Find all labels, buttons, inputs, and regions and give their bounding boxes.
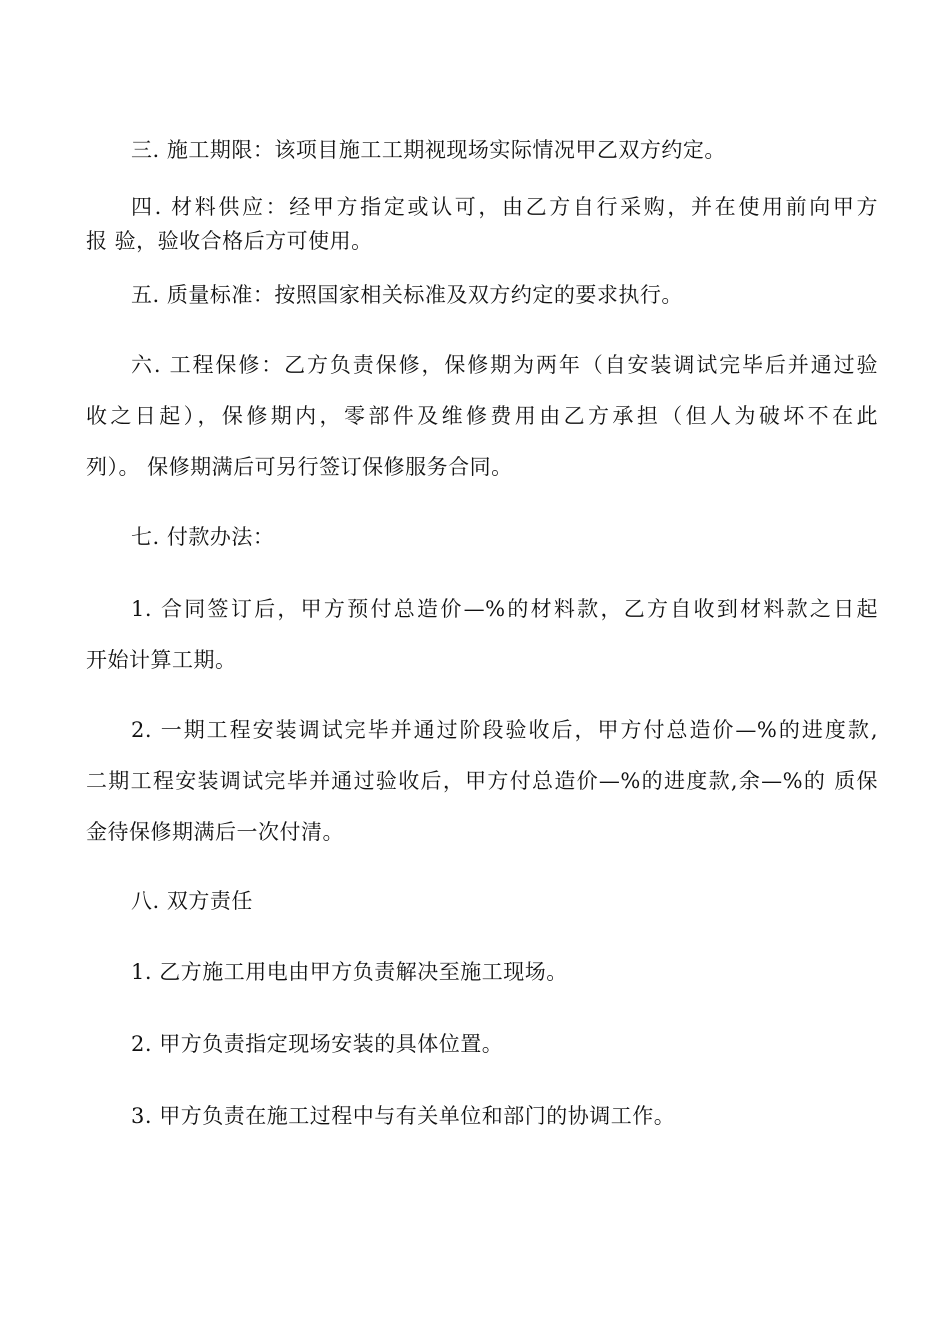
paragraph-line: 3. 甲方负责在施工过程中与有关单位和部门的协调工作。 <box>131 1104 676 1128</box>
paragraph-line: 列）。 保修期满后可另行签订保修服务合同。 <box>86 455 513 479</box>
paragraph-line: 收之日起），保修期内，零部件及维修费用由乙方承担（但人为破坏不在此 <box>86 404 878 428</box>
responsibility-item-1 <box>86 947 878 998</box>
clause-5-quality-standard <box>86 270 878 321</box>
paragraph-line: 开始计算工期。 <box>86 648 237 672</box>
paragraph-line: 八. 双方责任 <box>131 889 253 913</box>
paragraph-line: 四. 材料供应：经甲方指定或认可，由乙方自行采购，并在使用前向甲方 <box>131 195 878 219</box>
clause-8-responsibilities-heading <box>86 876 878 927</box>
payment-item-1 <box>86 584 878 686</box>
clause-7-payment-heading <box>86 512 878 563</box>
paragraph-line: 三. 施工期限：该项目施工工期视现场实际情况甲乙双方约定。 <box>131 138 726 162</box>
payment-item-2 <box>86 705 878 858</box>
clause-3-construction-period <box>86 125 878 176</box>
clause-4-material-supply <box>86 190 878 258</box>
responsibility-item-2 <box>86 1019 878 1070</box>
paragraph-line: 二期工程安装调试完毕并通过验收后，甲方付总造价—%的进度款,余—%的 质保 <box>86 769 878 793</box>
paragraph-line: 2. 一期工程安装调试完毕并通过阶段验收后，甲方付总造价—%的进度款, <box>131 718 878 742</box>
paragraph-line: 报 验，验收合格后方可使用。 <box>86 229 373 253</box>
paragraph-line: 五. 质量标准：按照国家相关标准及双方约定的要求执行。 <box>131 283 683 307</box>
paragraph-line: 2. 甲方负责指定现场安装的具体位置。 <box>131 1032 504 1056</box>
paragraph-line: 1. 合同签订后，甲方预付总造价—%的材料款，乙方自收到材料款之日起 <box>131 597 878 621</box>
paragraph-line: 1. 乙方施工用电由甲方负责解决至施工现场。 <box>131 960 568 984</box>
paragraph-line: 金待保修期满后一次付清。 <box>86 820 344 844</box>
paragraph-line: 七. 付款办法： <box>131 525 275 549</box>
paragraph-line: 六. 工程保修：乙方负责保修，保修期为两年（自安装调试完毕后并通过验 <box>131 353 878 377</box>
clause-6-warranty <box>86 340 878 493</box>
responsibility-item-3 <box>86 1091 878 1142</box>
